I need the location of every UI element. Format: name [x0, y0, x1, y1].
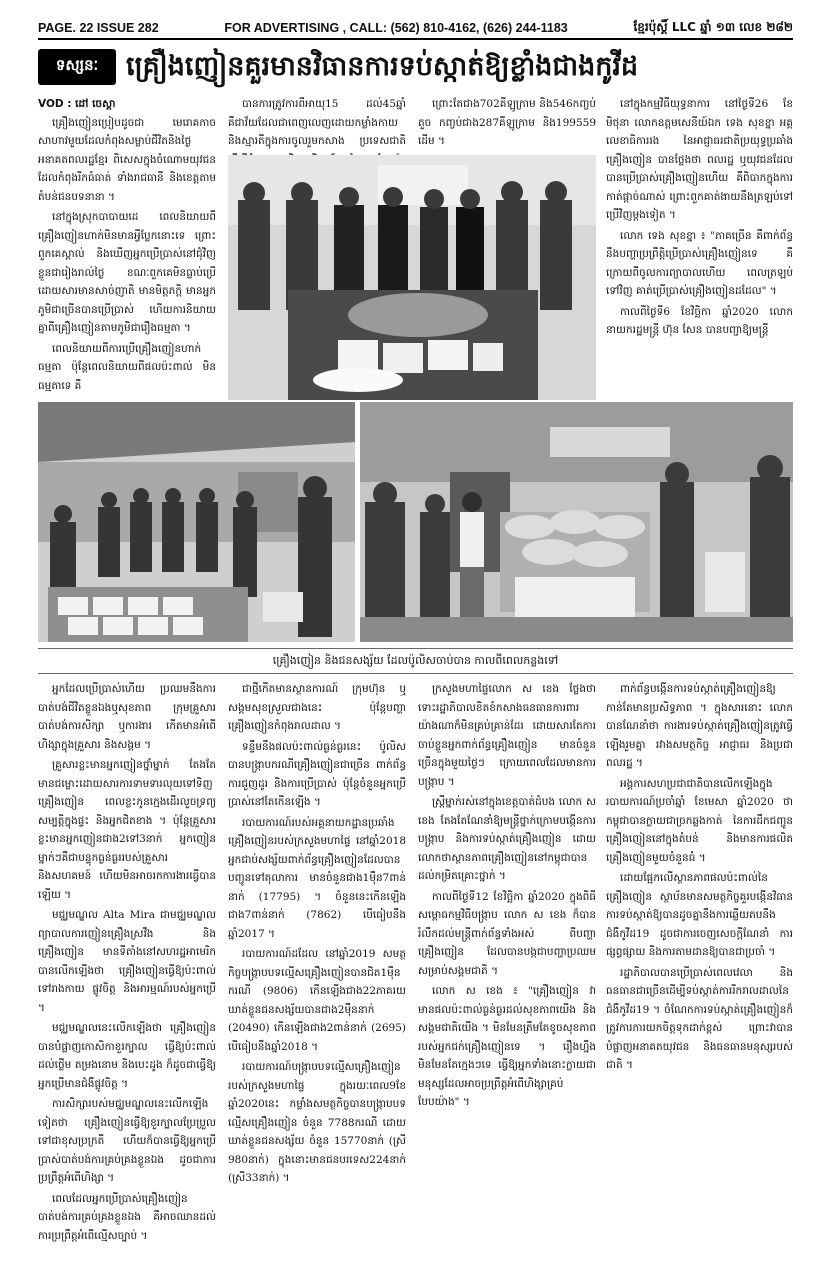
photo-suspects-with-drugs	[228, 155, 596, 400]
paragraph: មជ្ឈមណ្ឌល Alta Mira ជាមជ្ឈមណ្ឌលព្យាបាលការញៀនគ្រឿងស្រវឹង និងគ្រឿងញៀន មានទីតាំងនៅសហរដ្ឋអាមេរិក បានលើកឡើងថា គ្រឿងញៀនធ្វើឱ្យប៉ះពាល់ទៅរាងកាយ ផ្លូវចិត្ត និងអារម្មណ៍របស់អ្នកប្រើ ។	[38, 909, 216, 1014]
paragraph: នៅក្នុងកម្មវិធីយុទ្ធនាការ នៅថ្ងៃទី26 ខែមិថុនា លោកឧត្តមសេនីយ៍ឯក ទេង សុខខ្នា អគ្គលេខាធិការរង នៃអាជ្ញាធរជាតិប្រយុទ្ធប្រឆាំងគ្រឿងញៀន បានថ្លែងថា ពលរដ្ឋ ឬយុវជនដែលបានប្រើប្រាស់គ្រឿងញៀនហើយ គឺពិបាកក្នុងការកាត់ផ្តាច់ណាស់ ព្រោះពួកគាត់ងាយនឹងត្រឡប់ទៅប្រើវិញម្តងទៀត ។	[606, 98, 793, 221]
paragraph: បានការត្រូវការពីអាយុ15 ដល់45ឆ្នាំ គឺជាវ័យដែលជាពេញលេញដោយកម្លាំងកាយនិងស្មារតីក្នុងការចូលរួមកសាង ប្រទេសជាតិ	[228, 98, 406, 147]
photo-police-raid-outdoor	[38, 402, 355, 642]
paragraph: មជ្ឈមណ្ឌលនេះលើកឡើងថា គ្រឿងញៀនបានបំផ្លាញកោសិកាខួរក្បាល ធ្វើឱ្យប៉ះពាល់ដល់ថ្លើម តម្រងនោម និងបេះដូង ក៏ដូចជាធ្វើឱ្យអ្នកប្រើមានជំងឺផ្លូវចិត្ត ។	[38, 1022, 216, 1090]
photo-police-warehouse	[360, 402, 793, 642]
advertising-contact: FOR ADVERTISING , CALL: (562) 810-4162, (626) 244-1183	[224, 21, 568, 35]
photo-caption: គ្រឿងញៀន និងជនសង្ស័យ ដែលប៉ូលិសចាប់បាន កាលពីពេលកន្លងទៅ	[38, 648, 793, 674]
paragraph: លោក ទេង សុខខ្នា ៖ "ភាគច្រើន គឺពាក់ព័ន្ធនឹងបញ្ហាប្រព្រឹត្តិប្រើប្រាស់គ្រឿងញៀនទេ គឺក្រោយពីចូលការព្យាបាលហើយ ពេលត្រឡប់ទៅវិញ គាត់ប្រើប្រាស់គ្រឿងញៀនដដែល" ។	[606, 229, 793, 297]
paragraph: ស្ត្រីម្នាក់រស់នៅក្នុងខេត្តបាត់ដំបង លោក ស ខេង តែងតែណែនាំឱ្យមន្ត្រីថ្នាក់ក្រោមបង្កើនការបង្ក្រាប និងការទប់ស្កាត់គ្រឿងញៀន ដោយលោកថាស្ថានភាពគ្រឿងញៀននៅកម្ពុជាបានដល់កម្រិតគ្រោះថ្នាក់ ។	[418, 796, 596, 882]
paragraph: កាលពីថ្ងៃទី6 ខែវិច្ឆិកា ឆ្នាំ2020 លោកនាយករដ្ឋមន្ត្រី ហ៊ុន សែន បានបញ្ជាឱ្យមន្ត្រី	[606, 305, 793, 336]
column-1-top	[38, 95, 216, 440]
paragraph: ពេលនិយាយពីការប្រើគ្រឿងញៀនហាក់ធម្មតា ប៉ុន្តែពេលនិយាយពីផលប៉ះពាល់ មិនធម្មតាទេ គឺ	[38, 342, 216, 392]
paragraph: គ្រឿងញៀនប្រៀបដូចជា មេរោគកាចសាហាវមួយដែលកំពុងសម្លាប់ជីវិតនិងថ្ងៃអនាគតពលរដ្ឋខ្មែរ ពិសេសក្នុងចំណោមយុវជនដែលកំពុងរីកធំធាត់ ទាំងរាជធានី និងខេត្តតាមតំបន់ជនបទនានា ។	[38, 116, 216, 203]
paragraph: នៅក្នុងស្រុកបាបាយដេ ពេលនិយាយពីគ្រឿងញៀនហាក់មិនមានអ្វីប្លែកនោះទេ ព្រោះពួកគេស្គាល់ និងឃើញអ្នកប្រើប្រាស់នៅជុំវិញខ្លួនជារៀងរាល់ថ្ងៃ ខណៈពួកគេមិនធ្លាប់ប្រើ ដោយសារមានសាច់ញាតិ មានមិត្តភក្តិ មានអ្នកភូមិជាច្រើនបានប្រើប្រាស់ ហើយការនិយាយគ្នាពីគ្រឿងញៀនតាមភូមិជារឿងធម្មតា ។	[38, 211, 216, 334]
article-headline: គ្រឿងញៀនគួរមានវិធានការទប់ស្កាត់ឱ្យខ្លាំងជាងកូវីដ	[126, 51, 639, 82]
column-2-bottom	[228, 680, 406, 1248]
paragraph: អង្គការសហប្រជាជាតិបានលើកឡើងក្នុងរបាយការណ៍ប្រចាំឆ្នាំ ខែមេសា ឆ្នាំ2020 ថា កម្ពុជាបានក្លាយជាច្រកឆ្លងកាត់ នៃការដឹកជញ្ជូនគ្រឿងញៀននៅក្នុងតំបន់ និងមានការផលិតគ្រឿងញៀនមួយចំនួនធំ ។	[606, 777, 793, 864]
paragraph: ពាក់ព័ន្ធបង្កើនការទប់ស្កាត់គ្រឿងញៀនឱ្យកាន់តែមានប្រសិទ្ធភាព ។ ក្នុងសារនោះ លោកបានណែនាំថា ការងារទប់ស្កាត់គ្រឿងញៀនត្រូវធ្វើឡើងរួមគ្នា រវាងសមត្ថកិច្ច អាជ្ញាធរ និងប្រជាពលរដ្ឋ ។	[606, 683, 793, 769]
column-4-bottom	[606, 680, 793, 1248]
publication-info: ខ្មែរប៉ុស្ដិ៍ LLC ឆ្នាំ ១៣ លេខ ២៨២	[633, 20, 793, 34]
paragraph: លោក ស ខេង ៖ "គ្រឿងញៀន វាមានផលប៉ះពាល់ធ្ងន់ធ្ងរដល់សុខភាពយើង និងសង្គមជាតិយើង ។ មិនមែនត្រឹមតែខូចសុខភាពរបស់អ្នកជក់គ្រឿងញៀនទេ ។ រឿងហ្នឹងមិនមែនតែក្មេងៗទេ ធ្វើឱ្យអ្នកទាំងនោះក្លាយជាមនុស្សដែលអាចប្រព្រឹត្តអំពើហិង្សាគ្រប់បែបយ៉ាង" ។	[418, 985, 596, 1108]
paragraph: របាយការណ៍បង្ក្រាបបទល្មើសគ្រឿងញៀនរបស់ក្រសួងមហាផ្ទៃ ក្នុងរយៈពេល9ខែ ឆ្នាំ2020នេះ កម្លាំងសមត្ថកិច្ចបានបង្ក្រាបបទល្មើសគ្រឿងញៀន ចំនួន 7788ករណី ដោយឃាត់ខ្លួនជនសង្ស័យ ចំនួន 15770នាក់ (ស្រី 980នាក់) ក្នុងនោះមានជនបរទេស224នាក់ (ស្រី33នាក់) ។	[228, 1061, 406, 1184]
paragraph: ជាថ្មីកើតមានស្ថានការណ៍ ក្រុមហ៊ុន ឬសង្គមសុខស្រួលជាងនេះ ប៉ុន្តែបញ្ហាគ្រឿងញៀនកំពុងរាលដាល ។	[228, 683, 406, 732]
paragraph: គ្រួសារខ្លះមានអ្នកញៀនថ្នាំម្នាក់ តែងតែមានជម្លោះដោយសារការទាមទារលុយទៅទិញគ្រឿងញៀន ពេលខ្លះកូនក្មេងដើរលួចទ្រព្យសម្បត្តិក្នុងផ្ទះ និងអ្នកជិតខាង ។ ប៉ុន្តែគ្រួសារខ្លះមានអ្នកញៀនជាង2ទៅ3នាក់ អ្នកញៀនម្នាក់ៗគឺជាបន្ទុកធ្ងន់ធ្ងររបស់គ្រួសារ និងសហគមន៍ ហើយមិនអាចរកការងារធ្វើបានឡើយ ។	[38, 759, 216, 901]
paragraph: កាលពីថ្ងៃទី12 ខែវិច្ឆិកា ឆ្នាំ2020 ក្នុងពិធីសម្ពោធកម្មវិធីបង្ក្រាប លោក ស ខេង ក៏បានរំលឹកដល់មន្ត្រីពាក់ព័ន្ធទាំងអស់ ពីបញ្ហាគ្រឿងញៀន ដែលបានបង្កជាបញ្ហាប្រឈមសម្រាប់សង្គមជាតិ ។	[418, 890, 596, 977]
column-1-bottom	[38, 680, 216, 1248]
paragraph: របាយការណ៍ដដែល នៅឆ្នាំ2019 សមត្ថកិច្ចបង្ក្រាបបទល្មើសគ្រឿងញៀនបានជិត1ម៉ឺនករណី (9806) កើនឡើងជាង22ភាគរយ ឃាត់ខ្លួនជនសង្ស័យបានជាង2ម៉ឺននាក់ (20490) កើនឡើងជាង2ពាន់នាក់ (2695) បើធៀបនឹងឆ្នាំ2018 ។	[228, 948, 406, 1053]
paragraph: រដ្ឋាភិបាលបានប្រើប្រាស់ពេលវេលា និងធនធានជាច្រើនដើម្បីទប់ស្កាត់ការរីករាលដាលនៃជំងឺកូវីដ19 ។ ចំណែកការទប់ស្កាត់គ្រឿងញៀនក៏ត្រូវការការយកចិត្តទុកដាក់ខ្ពស់ ព្រោះវាបានបំផ្លាញអនាគតយុវជន និងធនធានមនុស្សរបស់ជាតិ ។	[606, 966, 793, 1071]
paragraph: ដោយផ្អែកលើស្ថានភាពផលប៉ះពាល់នៃគ្រឿងញៀន ស្ថាប័នមានសមត្ថកិច្ចគួរបង្កើនវិធានការទប់ស្កាត់ឱ្យបានដូចគ្នានឹងការឆ្លើយតបនឹងជំងឺកូវីដ19 ដូចជាការចេញសេចក្តីណែនាំ ការផ្សព្វផ្សាយ និងការតាមដានឱ្យបានជាប្រចាំ ។	[606, 872, 793, 958]
paragraph: ការសិក្សារបស់មជ្ឈមណ្ឌលនេះលើកឡើងទៀតថា គ្រឿងញៀនធ្វើឱ្យខួរក្បាលប្រែប្រួលទៅជាខុសប្រក្រតី ហើយក៏បានធ្វើឱ្យអ្នកប្រើប្រាស់បាត់បង់ការគ្រប់គ្រងខ្លួនឯង ដូចជាការប្រព្រឹត្តអំពើហិង្សា ។	[38, 1098, 216, 1184]
column-2-top	[228, 95, 406, 155]
column-3-bottom	[418, 680, 596, 1248]
headline-row	[38, 44, 793, 90]
paragraph: របាយការណ៍របស់អគ្គនាយកដ្ឋានប្រឆាំងគ្រឿងញៀនរបស់ក្រសួងមហាផ្ទៃ នៅឆ្នាំ2018 អ្នកជាប់សង្ស័យពាក់ព័ន្ធគ្រឿងញៀនដែលបានបញ្ជូនទៅតុលាការ មានចំនួនជាង1ម៉ឺន7ពាន់នាក់ (17795) ។ ចំនួននេះកើនឡើងជាង7ពាន់នាក់ (7862) បើធៀបនឹងឆ្នាំ2017 ។	[228, 816, 406, 940]
column-4-top	[606, 95, 793, 400]
page-issue: PAGE. 22 ISSUE 282	[38, 21, 159, 35]
section-kicker: ទស្សនៈ	[38, 49, 116, 85]
paragraph: ទន្ទឹមនឹងផលប៉ះពាល់ធ្ងន់ធ្ងរនេះ ប៉ូលិសបានបង្ក្រាបករណីគ្រឿងញៀនជាច្រើន ពាក់ព័ន្ធការជួញដូរ និងការប្រើប្រាស់ ប៉ុន្តែចំនួនអ្នកប្រើប្រាស់នៅតែកើនឡើង ។	[228, 740, 406, 808]
byline: VOD : ដៅ ចេស្តា	[38, 98, 116, 110]
paragraph: ព្រោះតែជាង702គីឡូក្រាម និង546កញ្ចប់ តួច កញ្ចប់ជាង287គីឡូក្រាម និង199559 ដើម ។	[418, 98, 596, 147]
paragraph: អ្នកដែលប្រើប្រាស់ហើយ ប្រឈមនឹងការបាត់បង់ជីវិតខ្លួនឯងឬសុខភាព ក្រុមគ្រួសារ បាត់បង់ការសិក្សា ឬការងារ កើតមានអំពើហិង្សាក្នុងគ្រួសារ និងសង្គម ។	[38, 683, 216, 751]
paragraph: ពេលដែលអ្នកប្រើប្រាស់គ្រឿងញៀនបាត់បង់ការគ្រប់គ្រងខ្លួនឯង គឺអាចឈានដល់ការប្រព្រឹត្តអំពើល្មើសច្បាប់ ។	[38, 1192, 216, 1242]
paragraph: ក្រសួងមហាផ្ទៃលោក ស ខេង ថ្លែងថា ទោះរដ្ឋាភិបាលខិតខំកសាងធនធានការពារយ៉ាងណាក៏មិនគ្រប់គ្រាន់ដែរ ដោយសារតែការចាប់ខ្លួនអ្នកពាក់ព័ន្ធគ្រឿងញៀន មានចំនួនច្រើនក្នុងមួយថ្ងៃៗ ក្រោយពេលដែលមានការបង្ក្រាប ។	[418, 683, 596, 788]
masthead	[38, 18, 793, 40]
column-3-top	[418, 95, 596, 155]
